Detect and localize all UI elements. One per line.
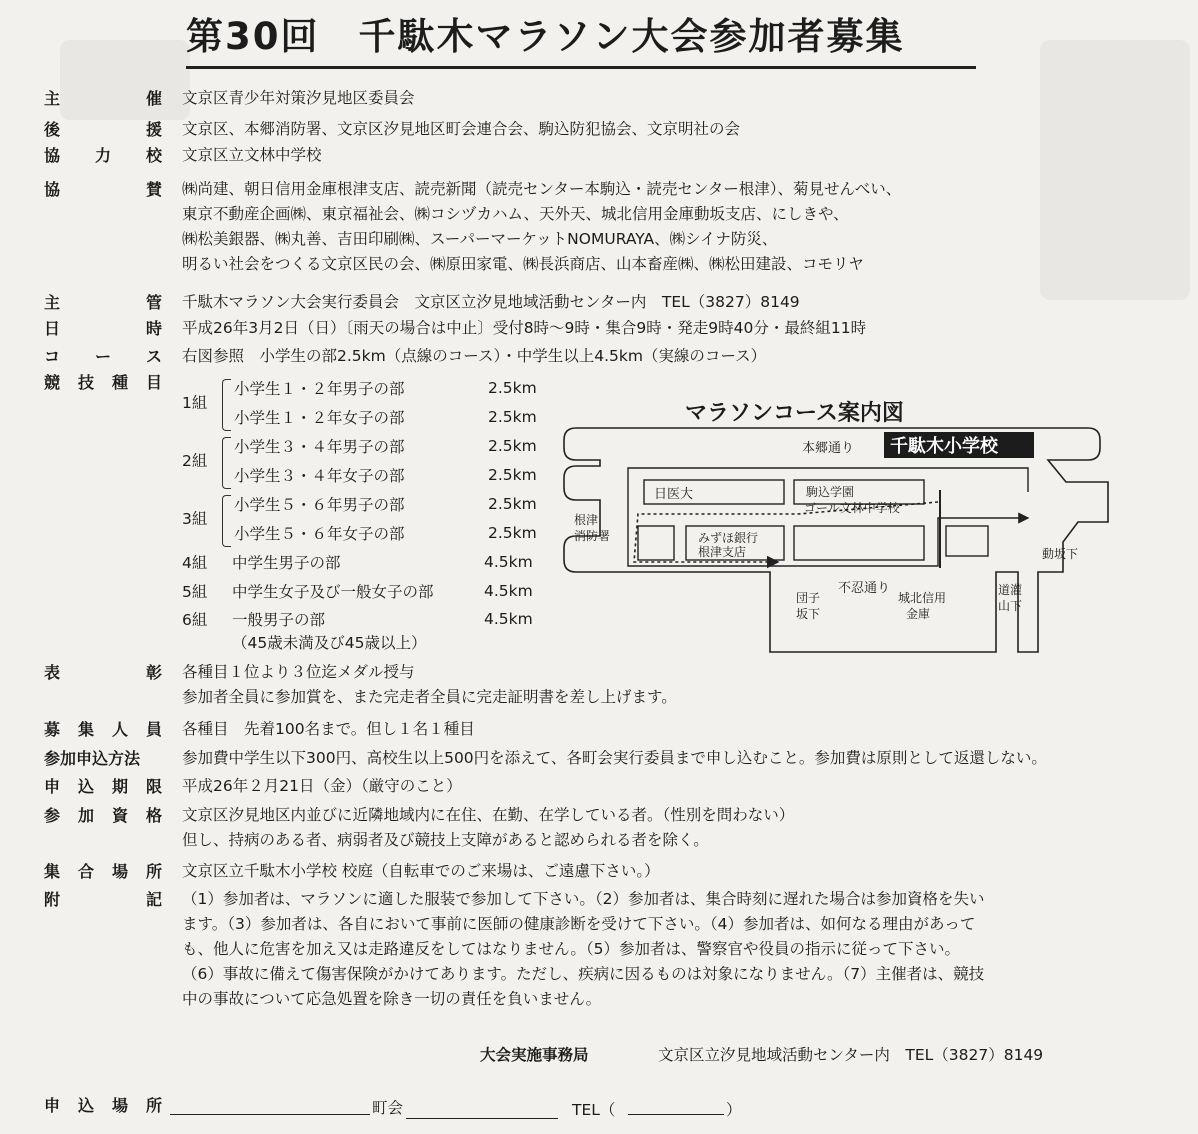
event-distance: 2.5km	[488, 407, 537, 426]
row-label: コ ー ス	[44, 347, 162, 366]
label-komagome: 駒込学園	[806, 485, 855, 499]
label-dozaka: 動坂下	[1042, 547, 1079, 561]
course-map	[558, 422, 1110, 658]
row-label: 協 賛	[44, 180, 162, 199]
row-label: 主 管	[44, 293, 162, 312]
label-shobosho: 消防署	[574, 529, 611, 543]
row-label: 後 援	[44, 120, 162, 139]
row-label: 主 催	[44, 89, 162, 108]
event-distance: 2.5km	[488, 379, 537, 397]
event-distance: 4.5km	[484, 610, 533, 628]
scan-shadow	[1040, 40, 1190, 300]
row-label: 表 彰	[44, 663, 162, 682]
event-brace	[222, 495, 231, 547]
row-text: 平成26年3月2日（日）〔雨天の場合は中止〕受付8時〜9時・集合9時・発走9時40分・最終組11時	[182, 319, 867, 337]
row-text: 文京区青少年対策汐見地区委員会	[182, 89, 415, 107]
label-nichii: 日医大	[654, 487, 694, 502]
row-text: 但し、持病のある者、病弱者及び競技上支障があると認められる者を除く。	[182, 831, 709, 849]
event-brace	[222, 379, 231, 431]
row-text: ㈱尚建、朝日信用金庫根津支店、読売新聞（読売センター本駒込・読売センター根津）、菊見せんべい、	[182, 180, 902, 198]
row-label: 日 時	[44, 319, 162, 338]
page-title: 第30回 千駄木マラソン大会参加者募集	[186, 15, 905, 58]
row-text: 右図参照 小学生の部2.5km（点線のコース）・中学生以上4.5km（実線のコース）	[182, 347, 767, 365]
event-name: 一般男子の部	[232, 611, 326, 629]
apply-label: 申 込 場 所	[44, 1096, 162, 1115]
label-dango: 団子	[796, 591, 821, 605]
label-dokan-2: 山下	[998, 599, 1023, 613]
tel-close: ）	[726, 1101, 742, 1119]
row-text: 参加者全員に参加賞を、また完走者全員に完走証明書を差し上げます。	[182, 688, 677, 706]
row-text: 各種目１位より３位迄メダル授与	[182, 663, 415, 681]
row-text: ㈱松美銀器、㈱丸善、吉田印刷㈱、スーパーマーケットNOMURAYA、㈱シイナ防災、	[182, 230, 778, 248]
label-johoku-2: 金庫	[906, 607, 931, 621]
event-distance: 4.5km	[484, 581, 533, 600]
block-center	[794, 526, 924, 560]
apply-place-field[interactable]	[170, 1114, 370, 1115]
event-group: 1組	[182, 394, 208, 412]
label-dokan: 道灌	[998, 583, 1023, 597]
event-distance: 2.5km	[488, 523, 537, 542]
event-name: 小学生１・２年女子の部	[234, 408, 405, 427]
row-label: 協 力 校	[44, 146, 162, 165]
events-note: （45歳未満及び45歳以上）	[232, 634, 427, 652]
event-brace	[222, 437, 231, 489]
row-text: 文京区、本郷消防署、文京区汐見地区町会連合会、駒込防犯協会、文京明社の会	[182, 120, 741, 138]
label-nezu-branch: 根津支店	[698, 545, 747, 559]
row-text: も、他人に危害を加え又は走路違反をしてはなりません。（5）参加者は、警察官や役員の指示に従って下さい。	[182, 940, 961, 958]
row-text: 文京区立千駄木小学校 校庭（自転車でのご来場は、ご遠慮下さい。）	[182, 862, 660, 880]
event-name: 中学生女子及び一般女子の部	[232, 582, 434, 601]
row-text: 東京不動産企画㈱、東京福祉会、㈱コシヅカハム、天外天、城北信用金庫動坂支店、にしきや、	[182, 205, 849, 223]
road-shinobazu: 不忍通り	[838, 581, 891, 596]
event-group: 6組	[182, 611, 208, 629]
row-text: ます。（3）参加者は、各自において事前に医師の健康診断を受けて下さい。（4）参加者は、如何なる理由があって	[182, 915, 976, 933]
row-text: 文京区汐見地区内並びに近隣地域内に在住、在勤、在学している者。（性別を問わない）	[182, 806, 795, 824]
town-label: 町会	[372, 1099, 404, 1117]
row-text: （6）事故に備えて傷害保険がかけてあります。ただし、疾病に因るものは対象になりません。（7）主催者は、競技	[182, 965, 985, 983]
label-mizuho: みずほ銀行	[698, 531, 759, 545]
row-label: 募 集 人 員	[44, 720, 162, 739]
event-group: 3組	[182, 510, 208, 528]
road-hongo: 本郷通り	[802, 441, 855, 456]
school-label: 千駄木小学校	[890, 436, 998, 457]
event-name: 小学生３・４年女子の部	[234, 466, 405, 485]
row-text: 平成26年２月21日（金）（厳守のこと）	[182, 777, 462, 795]
event-name: 中学生男子の部	[232, 554, 341, 572]
office-text: 文京区立汐見地域活動センター内 TEL（3827）8149	[658, 1046, 1044, 1064]
title-bar	[186, 4, 976, 69]
event-group: 4組	[182, 554, 208, 572]
event-distance: 2.5km	[488, 465, 537, 484]
event-group: 5組	[182, 582, 208, 601]
row-label: 参 加 資 格	[44, 806, 162, 825]
course-solid	[628, 468, 1028, 566]
event-distance: 2.5km	[488, 495, 537, 513]
row-label: 参加申込方法	[44, 749, 141, 768]
row-text: 各種目 先着100名まで。但し１名１種目	[182, 720, 475, 738]
row-text: 明るい社会をつくる文京区民の会、㈱原田家電、㈱長浜商店、山本畜産㈱、㈱松田建設、コモリヤ	[182, 255, 864, 273]
row-label: 附 記	[44, 890, 162, 909]
road-outline	[564, 428, 1108, 652]
row-text: 中の事故について応急処置を除き一切の責任を負いません。	[182, 990, 602, 1008]
event-distance: 4.5km	[484, 553, 533, 571]
label-goal: ゴール文林中学校	[804, 501, 900, 515]
map-title: マラソンコース案内図	[685, 401, 904, 426]
tel-label: TEL（	[572, 1101, 616, 1119]
row-label: 集 合 場 所	[44, 862, 162, 881]
block-west	[638, 526, 674, 560]
event-distance: 2.5km	[488, 437, 537, 455]
office-label: 大会実施事務局	[480, 1046, 589, 1064]
row-text: （1）参加者は、マラソンに適した服装で参加して下さい。（2）参加者は、集合時刻に遅れた場合は参加資格を失い	[182, 890, 985, 908]
event-name: 小学生１・２年男子の部	[234, 380, 405, 398]
label-dango-2: 坂下	[796, 607, 821, 621]
row-text: 千駄木マラソン大会実行委員会 文京区立汐見地域活動センター内 TEL（3827）8149	[182, 293, 800, 311]
row-text: 文京区立文林中学校	[182, 146, 322, 164]
row-text: 参加費中学生以下300円、高校生以上500円を添えて、各町会実行委員まで申し込むこと。参加費は原則として返還しない。	[182, 749, 1047, 767]
row-label: 申 込 期 限	[44, 777, 162, 796]
label-nezu: 根津	[574, 513, 599, 527]
tel-field[interactable]	[628, 1114, 724, 1115]
event-name: 小学生３・４年男子の部	[234, 438, 405, 456]
event-name: 小学生５・６年男子の部	[234, 496, 405, 514]
event-name: 小学生５・６年女子の部	[234, 524, 405, 543]
label-johoku: 城北信用	[898, 591, 947, 605]
row-label: 競 技 種 目	[44, 373, 162, 392]
event-group: 2組	[182, 452, 208, 470]
block-east	[946, 526, 988, 556]
town-field[interactable]	[406, 1118, 558, 1119]
